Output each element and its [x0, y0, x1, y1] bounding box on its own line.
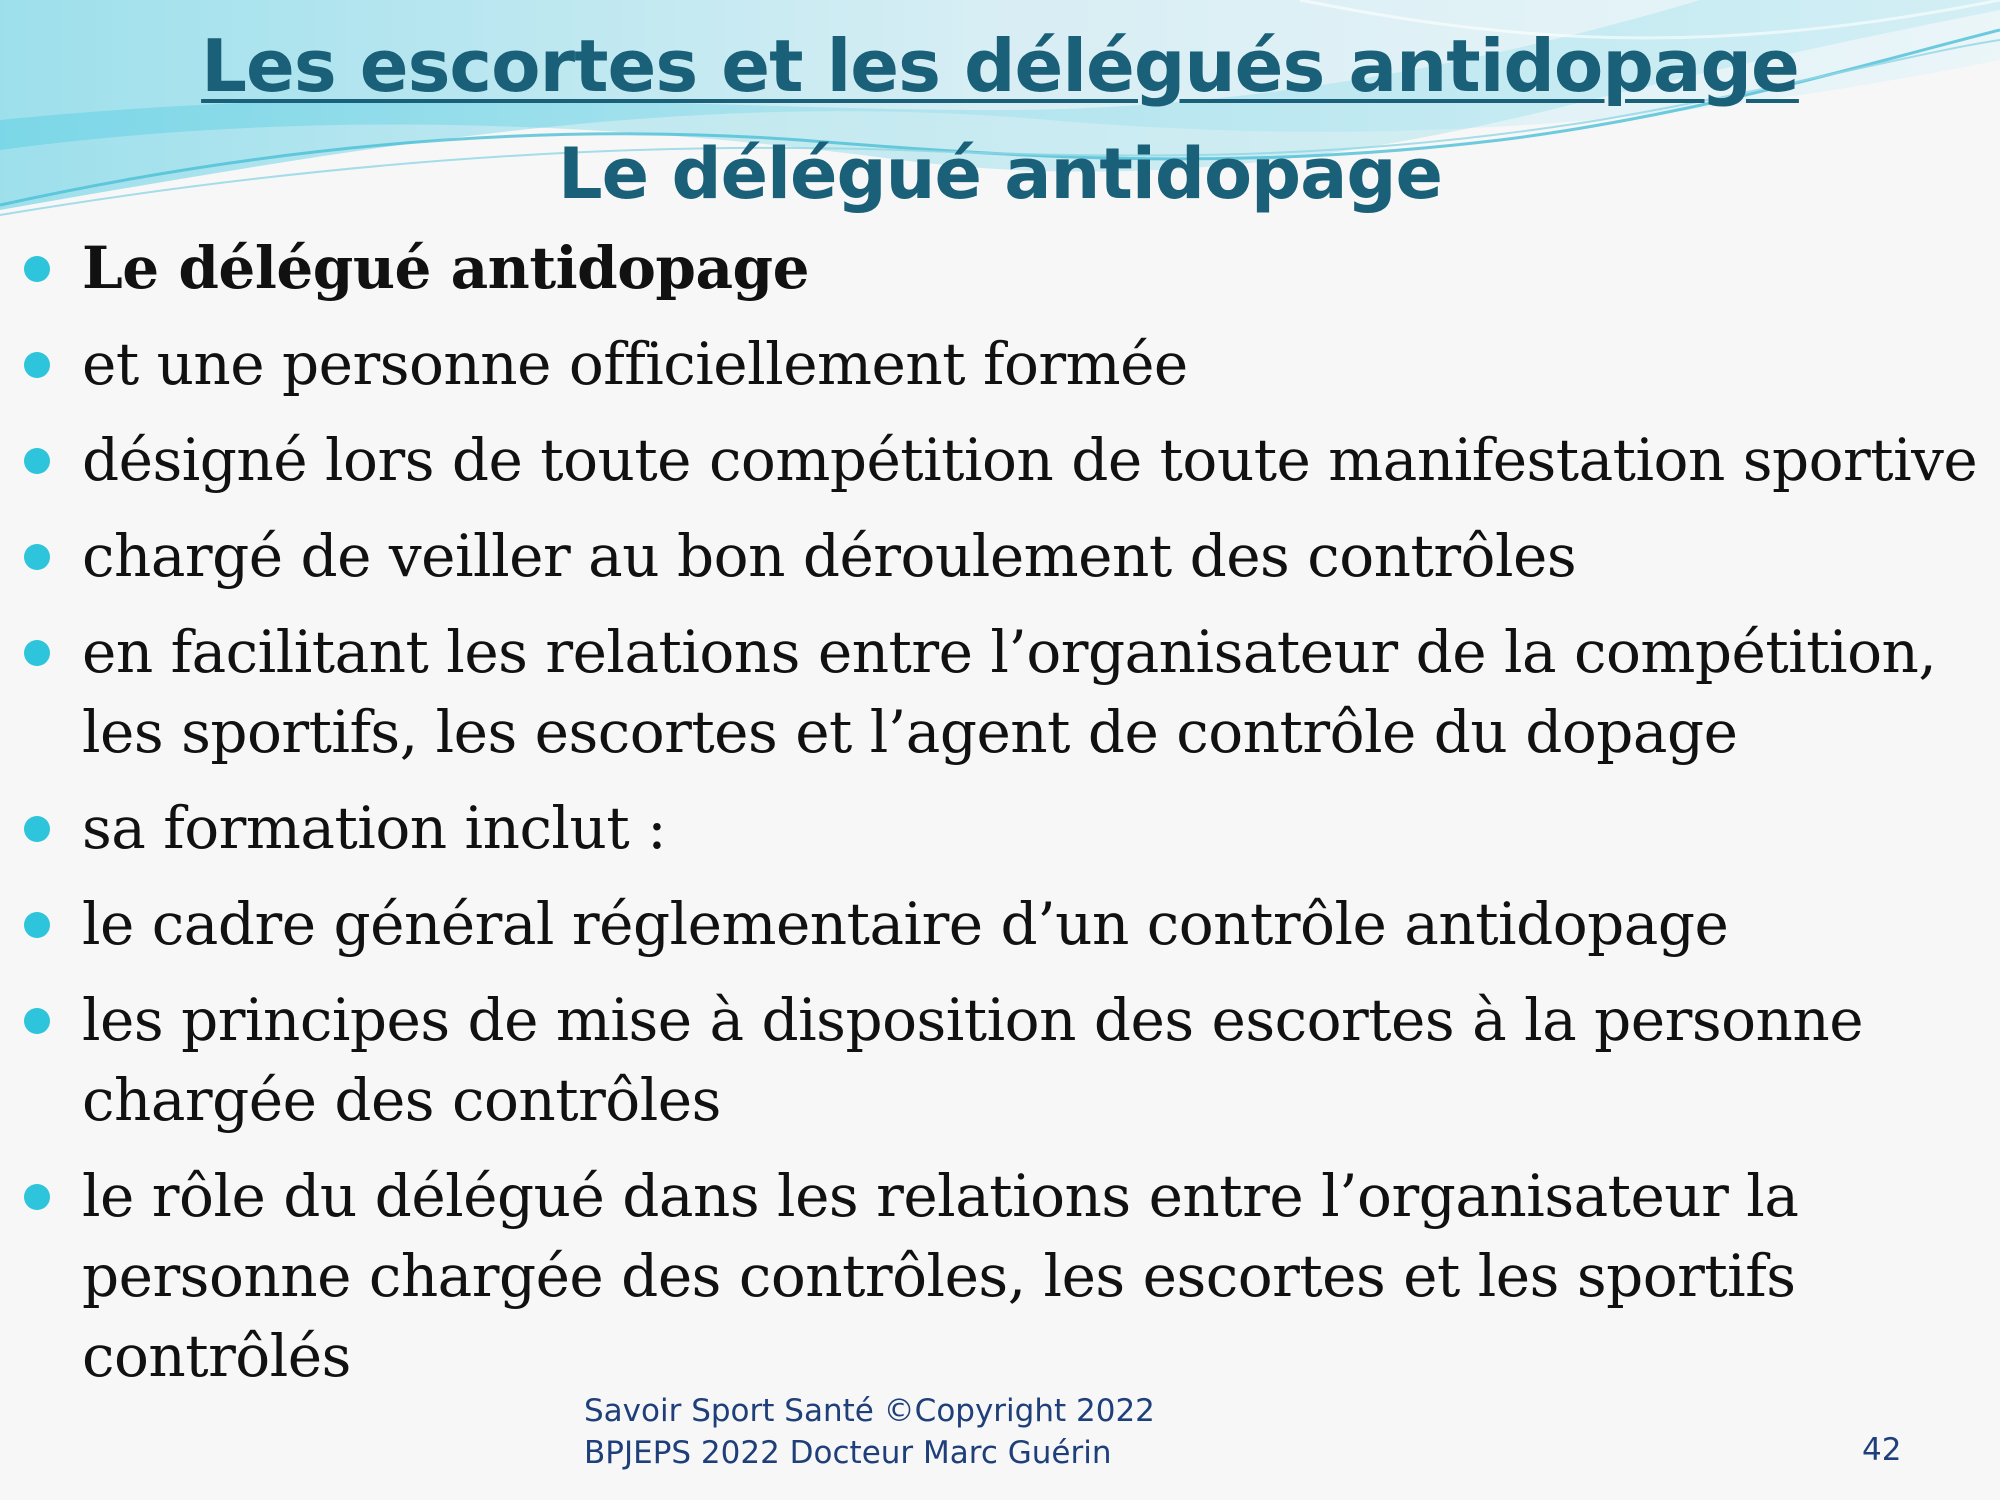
bullet-dot-icon [24, 1184, 50, 1210]
bullet-dot-icon [24, 256, 50, 282]
bullet-text: les principes de mise à disposition des escortes à la personne chargée des contrôles [82, 986, 1864, 1134]
footer-author: BPJEPS 2022 Docteur Marc Guérin [584, 1435, 1112, 1471]
bullet-list [0, 228, 2000, 1412]
slide-title [0, 12, 2000, 228]
slide-title-line1: Les escortes et les délégués antidopage [201, 24, 1799, 108]
bullet-dot-icon [24, 1008, 50, 1034]
bullet-item [0, 612, 2000, 772]
bullet-text: sa formation inclut : [82, 794, 667, 862]
bullet-text: Le délégué antidopage [82, 234, 809, 302]
bullet-dot-icon [24, 816, 50, 842]
bullet-item [0, 1156, 2000, 1396]
bullet-item [0, 420, 2000, 500]
bullet-dot-icon [24, 352, 50, 378]
bullet-text: le cadre général réglementaire d’un contrôle antidopage [82, 890, 1729, 958]
bullet-item [0, 516, 2000, 596]
bullet-text: désigné lors de toute compétition de toute manifestation sportive [82, 426, 1978, 494]
bullet-text: en facilitant les relations entre l’organisateur de la compétition, les sportifs, les escortes et l’agent de contrôle du dopage [82, 618, 1937, 766]
page-number: 42 [1862, 1432, 1902, 1468]
bullet-text: le rôle du délégué dans les relations entre l’organisateur la personne chargée des contrôles, les escortes et les sportifs contrôlés [82, 1162, 1799, 1390]
bullet-item [0, 228, 2000, 308]
footer-credits [584, 1390, 1155, 1474]
bullet-item [0, 884, 2000, 964]
bullet-item [0, 324, 2000, 404]
bullet-item [0, 788, 2000, 868]
bullet-dot-icon [24, 640, 50, 666]
bullet-text: chargé de veiller au bon déroulement des contrôles [82, 522, 1577, 590]
slide-title-line2: Le délégué antidopage [558, 133, 1442, 215]
bullet-text: et une personne officiellement formée [82, 330, 1188, 398]
bullet-dot-icon [24, 448, 50, 474]
footer-copyright: Savoir Sport Santé ©Copyright 2022 [584, 1393, 1155, 1429]
bullet-item [0, 980, 2000, 1140]
bullet-dot-icon [24, 912, 50, 938]
bullet-dot-icon [24, 544, 50, 570]
